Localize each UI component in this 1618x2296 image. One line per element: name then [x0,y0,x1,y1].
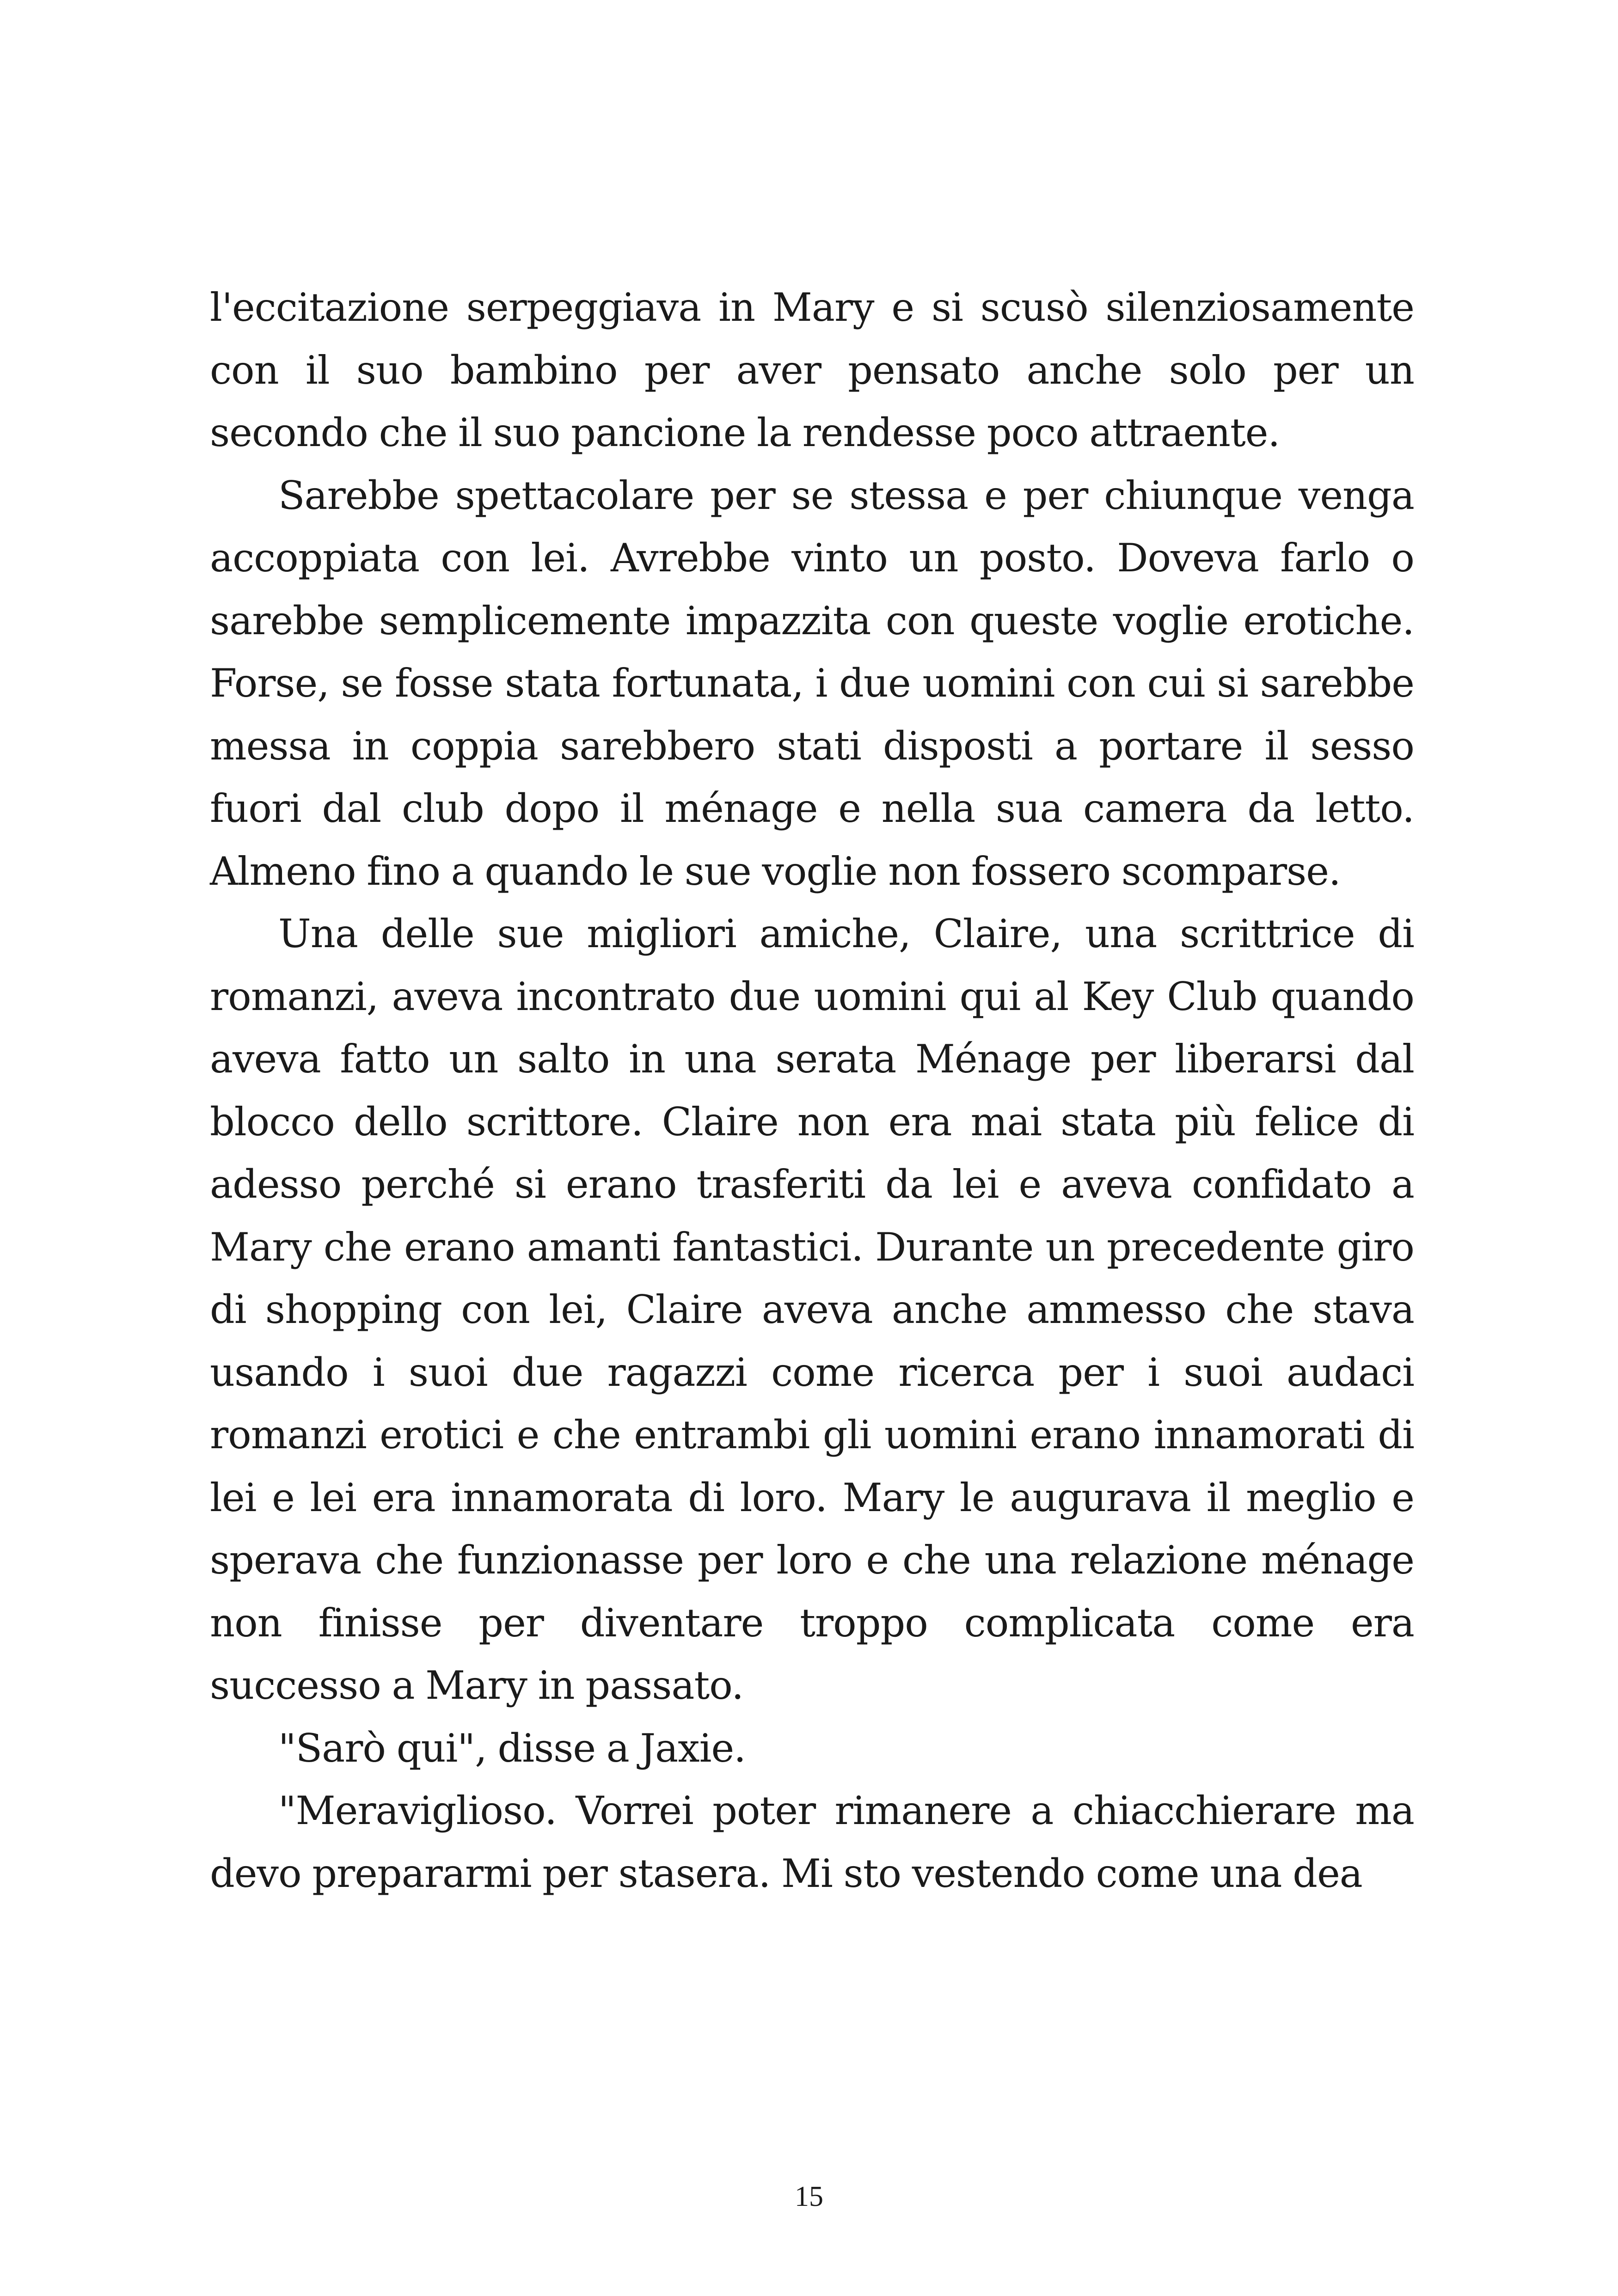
paragraph: Sarebbe spettacolare per se stessa e per chiunque venga accoppiata con lei. Avrebbe vinto un posto. Doveva farlo o sarebbe semplicemente impazzita con queste voglie erotiche. Forse, se fosse stata fortunata, i due uomini con cui si sarebbe messa in coppia sarebbero stati disposti a portare il sesso fuori dal club dopo il ménage e nella sua camera da letto. Almeno fino a quando le sue voglie non fossero scomparse. [210,472,1414,894]
page-body [210,276,1414,1905]
page-number: 15 [795,2181,823,2212]
paragraph: "Sarò qui", disse a Jaxie. [278,1725,746,1771]
paragraph: l'eccitazione serpeggiava in Mary e si scusò silenziosamente con il suo bambino per aver pensato anche solo per un secondo che il suo pancione la rendesse poco attraente. [210,285,1414,455]
paragraph: Una delle sue migliori amiche, Claire, una scrittrice di romanzi, aveva incontrato due uomini qui al Key Club quando aveva fatto un salto in una serata Ménage per liberarsi dal blocco dello scrittore. Claire non era mai stata più felice di adesso perché si erano trasferiti da lei e aveva confidato a Mary che erano amanti fantastici. Durante un precedente giro di shopping con lei, Claire aveva anche ammesso che stava usando i suoi due ragazzi come ricerca per i suoi audaci romanzi erotici e che entrambi gli uomini erano innamorati di lei e lei era innamorata di loro. Mary le augurava il meglio e sperava che funzionasse per loro e che una relazione ménage non finisse per diventare troppo complicata come era successo a Mary in passato. [210,911,1414,1708]
paragraph: "Meraviglioso. Vorrei poter rimanere a chiacchierare ma devo prepararmi per stasera. Mi sto vestendo come una dea [210,1788,1414,1896]
